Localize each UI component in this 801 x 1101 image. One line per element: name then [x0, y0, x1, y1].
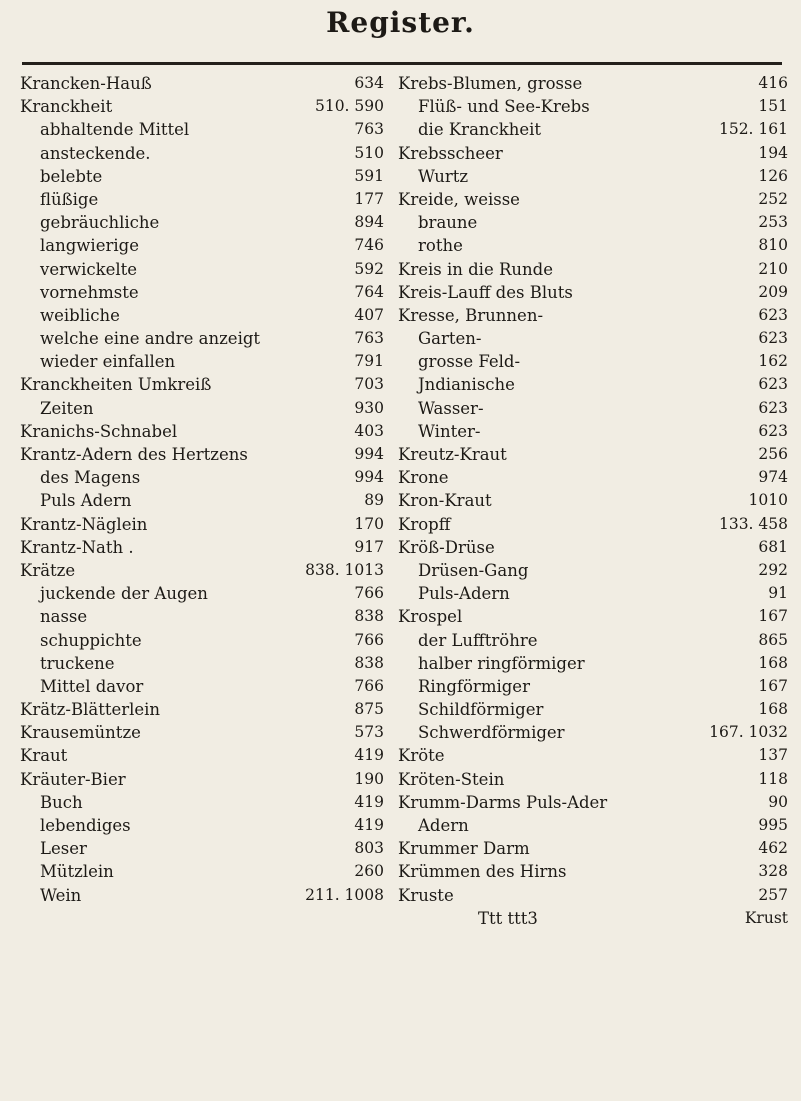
- index-entry: [20, 373, 384, 396]
- index-term: Krätz-Blätterlein: [20, 700, 161, 720]
- index-term: Zeiten: [40, 398, 94, 418]
- page-reference: 210: [758, 259, 788, 278]
- page-reference: 90: [768, 792, 788, 811]
- index-term: Mittel davor: [40, 676, 144, 696]
- index-entry: [20, 165, 384, 188]
- index-entry: [398, 768, 788, 791]
- page-reference: 838. 1013: [305, 560, 384, 579]
- index-entry: [20, 234, 384, 257]
- index-entry: [398, 605, 788, 628]
- index-term: Krätze: [20, 560, 76, 580]
- page-reference: 89: [364, 491, 384, 510]
- index-term: Krebs-Blumen, grosse: [398, 74, 583, 93]
- header-rule: [22, 62, 782, 65]
- index-entry: [20, 397, 384, 420]
- index-term: Krantz-Adern des Hertzens: [20, 445, 248, 464]
- index-term: lebendiges: [40, 816, 131, 835]
- index-term: langwierige: [40, 236, 139, 256]
- page-reference: 865: [758, 630, 788, 649]
- page-reference: 419: [354, 816, 384, 834]
- index-term: Kron-Kraut: [398, 491, 492, 511]
- index-entry: [398, 791, 788, 814]
- index-term: Krummer Darm: [398, 839, 530, 859]
- index-entry: [398, 188, 788, 211]
- page-reference: 118: [758, 769, 788, 788]
- index-term: nasse: [40, 607, 88, 627]
- page-reference: 252: [758, 189, 788, 208]
- index-entry: [398, 536, 788, 559]
- index-term: Kruste: [398, 885, 454, 905]
- page-reference: 763: [354, 329, 384, 348]
- index-term: Mützlein: [40, 862, 114, 882]
- page-reference: 292: [758, 560, 788, 579]
- index-term: Kreide, weisse: [398, 189, 520, 209]
- index-entry: [20, 721, 384, 744]
- index-entry: [20, 72, 384, 95]
- page-reference: 253: [758, 213, 788, 232]
- page-reference: 126: [758, 166, 788, 185]
- page-reference: 930: [354, 398, 384, 417]
- page-reference: 403: [354, 421, 384, 440]
- page-reference: 137: [758, 746, 788, 765]
- index-entry: [398, 443, 788, 466]
- page-reference: 623: [758, 398, 788, 417]
- index-entry: [20, 327, 384, 350]
- index-term: Krumm-Darms Puls-Ader: [398, 792, 608, 812]
- page-reference: 764: [354, 282, 384, 301]
- index-entry: [398, 675, 788, 698]
- index-term: Krausemüntze: [20, 723, 141, 743]
- index-term: Kröten-Stein: [398, 769, 505, 789]
- page-reference: 167: [758, 607, 788, 626]
- page-reference: 168: [758, 653, 788, 672]
- page-reference: 591: [354, 166, 384, 185]
- page-reference: 419: [354, 792, 384, 811]
- index-entry: [20, 142, 384, 165]
- page-reference: 91: [768, 584, 788, 603]
- index-entry: [398, 142, 788, 165]
- index-term: Kreis in die Runde: [398, 259, 553, 279]
- index-term: Garten-: [418, 329, 482, 349]
- index-term: Kreutz-Kraut: [398, 445, 507, 464]
- index-entry: [398, 466, 788, 489]
- page-reference: 260: [354, 862, 384, 881]
- index-term: Wein: [40, 885, 82, 905]
- page-title: Register.: [326, 6, 475, 39]
- index-entry: [398, 95, 788, 118]
- page-reference: 167: [758, 676, 788, 695]
- index-term: Flüß- und See-Krebs: [418, 97, 590, 117]
- index-entry: [20, 698, 384, 721]
- index-entry: [398, 165, 788, 188]
- page-reference: 573: [354, 723, 384, 742]
- index-term: Kranckheiten Umkreiß: [20, 375, 212, 395]
- page-reference: 510. 590: [314, 97, 384, 116]
- index-term: ansteckende.: [40, 143, 151, 163]
- page-reference: 634: [354, 74, 384, 92]
- index-entry: [398, 350, 788, 373]
- index-entry: [20, 559, 384, 582]
- page-reference: 167. 1032: [709, 723, 788, 742]
- index-term: flüßige: [40, 189, 99, 209]
- index-entry: [20, 744, 384, 767]
- page-reference: 766: [354, 584, 384, 603]
- index-entry: [20, 814, 384, 837]
- index-entry: [20, 350, 384, 373]
- page-reference: 257: [758, 885, 788, 904]
- index-entry: [398, 629, 788, 652]
- page-reference: 810: [758, 236, 788, 255]
- page-reference: 152. 161: [718, 120, 788, 139]
- index-entry: [398, 211, 788, 234]
- page-reference: 256: [758, 445, 788, 463]
- index-entry: [398, 258, 788, 281]
- index-term: Krantz-Näglein: [20, 514, 148, 534]
- index-entry: [398, 814, 788, 837]
- index-entry: [398, 304, 788, 327]
- left-index-column: [20, 72, 384, 907]
- page-reference: 995: [758, 816, 788, 834]
- index-term: vornehmste: [40, 282, 139, 302]
- index-term: braune: [418, 213, 478, 233]
- index-term: Ringförmiger: [418, 676, 530, 696]
- index-term: verwickelte: [40, 259, 138, 279]
- page-reference: 623: [758, 421, 788, 440]
- page-reference: 875: [354, 700, 384, 719]
- index-entry: [20, 281, 384, 304]
- index-term: Adern: [418, 816, 469, 835]
- page-reference: 168: [758, 700, 788, 719]
- index-entry: [398, 698, 788, 721]
- index-term: Kranichs-Schnabel: [20, 421, 178, 441]
- index-entry: [20, 118, 384, 141]
- index-term: Krebsscheer: [398, 143, 503, 163]
- index-entry: [20, 420, 384, 443]
- index-term: grosse Feld-: [418, 352, 521, 372]
- index-entry: [398, 489, 788, 512]
- right-index-column: [398, 72, 788, 930]
- page-reference: 994: [354, 468, 384, 487]
- index-term: Leser: [40, 839, 87, 859]
- index-entry: [20, 258, 384, 281]
- index-term: Kraut: [20, 746, 68, 766]
- page-reference: 407: [354, 305, 384, 324]
- index-entry: [20, 768, 384, 791]
- page-reference: 1010: [748, 491, 788, 510]
- page-reference: 746: [354, 236, 384, 255]
- page-reference: 763: [354, 120, 384, 139]
- index-term: Krancken-Hauß: [20, 74, 152, 93]
- index-term: Krone: [398, 468, 449, 488]
- index-term: juckende der Augen: [40, 584, 208, 604]
- index-term: Kreis-Lauff des Bluts: [398, 282, 573, 302]
- index-term: gebräuchliche: [40, 213, 160, 233]
- page-reference: 623: [758, 305, 788, 324]
- index-entry: [20, 652, 384, 675]
- page-reference: 838: [354, 653, 384, 672]
- page-reference: 974: [758, 468, 788, 487]
- index-entry: [20, 629, 384, 652]
- index-term: Kranckheit: [20, 97, 113, 117]
- index-entry: [398, 420, 788, 443]
- index-term: belebte: [40, 166, 103, 186]
- index-term: halber ringförmiger: [418, 653, 585, 673]
- index-entry: [20, 489, 384, 512]
- index-term: Schwerdförmiger: [418, 723, 565, 743]
- index-term: Kröß-Drüse: [398, 537, 495, 557]
- index-entry: [20, 443, 384, 466]
- page-reference: 681: [758, 537, 788, 556]
- index-entry: [398, 652, 788, 675]
- signature-mark: Ttt ttt3: [478, 908, 538, 928]
- index-term: Drüsen-Gang: [418, 560, 529, 580]
- page-reference: 592: [354, 259, 384, 278]
- index-term: Wurtz: [418, 166, 469, 186]
- index-term: Kräuter-Bier: [20, 769, 126, 789]
- index-term: weibliche: [40, 305, 120, 325]
- index-entry: [398, 721, 788, 744]
- index-entry: [398, 884, 788, 907]
- footer-line: [398, 907, 788, 930]
- index-term: Kropff: [398, 514, 451, 534]
- index-term: Puls-Adern: [418, 584, 510, 604]
- index-entry: [20, 211, 384, 234]
- page-reference: 766: [354, 676, 384, 695]
- index-term: schuppichte: [40, 630, 142, 650]
- index-term: rothe: [418, 236, 463, 256]
- page-reference: 416: [758, 74, 788, 92]
- page-reference: 328: [758, 862, 788, 881]
- page-reference: 917: [354, 537, 384, 556]
- index-entry: [20, 304, 384, 327]
- index-term: Kresse, Brunnen-: [398, 305, 544, 325]
- index-entry: [20, 605, 384, 628]
- page-reference: 894: [354, 213, 384, 232]
- index-entry: [398, 118, 788, 141]
- page-reference: 211. 1008: [305, 885, 384, 904]
- index-entry: [20, 884, 384, 907]
- page-reference: 838: [354, 607, 384, 626]
- index-term: Winter-: [418, 421, 481, 441]
- index-entry: [20, 536, 384, 559]
- index-term: die Kranckheit: [418, 120, 542, 140]
- index-term: welche eine andre anzeigt: [40, 329, 261, 349]
- index-term: truckene: [40, 653, 115, 673]
- page-reference: 170: [354, 514, 384, 533]
- index-term: des Magens: [40, 468, 141, 488]
- index-entry: [20, 675, 384, 698]
- page-reference: 133. 458: [718, 514, 788, 533]
- index-entry: [20, 188, 384, 211]
- page-reference: 623: [758, 329, 788, 348]
- page-reference: 151: [758, 97, 788, 116]
- page-reference: 194: [758, 143, 788, 162]
- page-reference: 209: [758, 282, 788, 301]
- index-entry: [398, 513, 788, 536]
- index-entry: [20, 837, 384, 860]
- page-reference: 177: [354, 189, 384, 208]
- index-entry: [20, 466, 384, 489]
- index-entry: [20, 860, 384, 883]
- index-term: Jndianische: [418, 375, 515, 395]
- index-term: der Lufftröhre: [418, 630, 538, 650]
- index-term: Krümmen des Hirns: [398, 862, 567, 882]
- index-term: Krospel: [398, 607, 463, 627]
- index-entry: [398, 234, 788, 257]
- index-entry: [398, 72, 788, 95]
- index-term: Puls Adern: [40, 491, 132, 511]
- page-reference: 623: [758, 375, 788, 394]
- page-reference: 462: [758, 839, 788, 858]
- index-entry: [20, 513, 384, 536]
- page-reference: 791: [354, 352, 384, 371]
- index-entry: [398, 397, 788, 420]
- index-entry: [398, 327, 788, 350]
- index-entry: [398, 860, 788, 883]
- index-term: Wasser-: [418, 398, 484, 418]
- index-entry: [398, 559, 788, 582]
- index-entry: [398, 744, 788, 767]
- index-term: abhaltende Mittel: [40, 120, 190, 140]
- page-reference: 419: [354, 746, 384, 765]
- page-reference: 766: [354, 630, 384, 649]
- catchword: Krust: [744, 908, 788, 927]
- index-entry: [398, 837, 788, 860]
- index-entry: [20, 791, 384, 814]
- page-reference: 190: [354, 769, 384, 788]
- index-entry: [20, 95, 384, 118]
- page-reference: 703: [354, 375, 384, 394]
- index-entry: [398, 373, 788, 396]
- index-entry: [20, 582, 384, 605]
- page-reference: 803: [354, 839, 384, 858]
- index-term: Schildförmiger: [418, 700, 544, 720]
- page-reference: 162: [758, 352, 788, 371]
- index-term: Krantz-Nath .: [20, 537, 134, 557]
- index-term: Kröte: [398, 746, 445, 766]
- page-reference: 994: [354, 445, 384, 463]
- index-entry: [398, 281, 788, 304]
- index-entry: [398, 582, 788, 605]
- index-term: Buch: [40, 792, 83, 812]
- page-reference: 510: [354, 143, 384, 162]
- index-term: wieder einfallen: [40, 352, 176, 372]
